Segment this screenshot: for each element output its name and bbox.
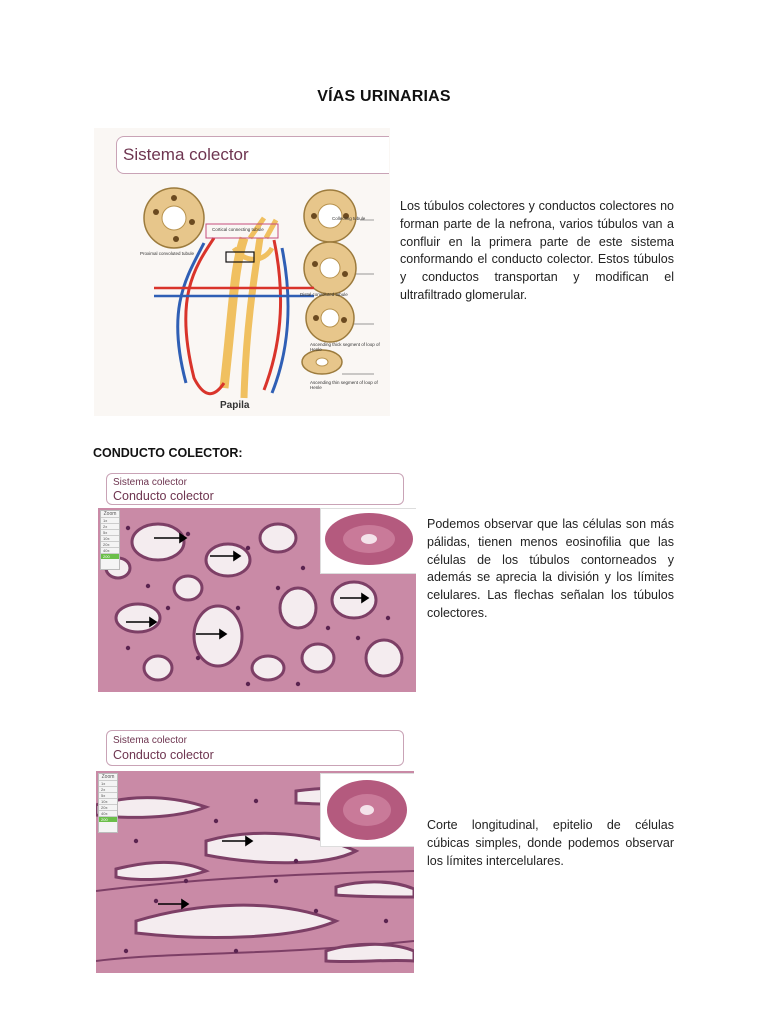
- label-collecting-tubule: Collecting tubule: [332, 216, 366, 221]
- zoom-level[interactable]: 2x: [101, 523, 119, 529]
- tubule-section-thin: [302, 350, 342, 374]
- zoom-label: Zoom: [101, 774, 115, 780]
- tubule-section-thick: [306, 294, 354, 342]
- tubule-section-distal: [304, 242, 356, 294]
- zoom-level[interactable]: 40x: [99, 810, 117, 816]
- zoom-label: Zoom: [103, 511, 117, 517]
- zoom-level[interactable]: 2x: [99, 786, 117, 792]
- panel1-description: Podemos observar que las células son más pálidas, tienen menos eosinofilia que las células de los túbulos contorneados y además se aprecia la división y los límites celulares. Las flechas señalan los túbulos colectores.: [427, 517, 674, 620]
- panel1-header: [106, 473, 404, 505]
- panel1-header-large: Conducto colector: [113, 489, 214, 503]
- zoom-control-1[interactable]: [100, 510, 120, 570]
- panel2-header-large: Conducto colector: [113, 748, 214, 762]
- label-ascending-thick: Ascending thick segment of loop of Henle: [310, 342, 380, 352]
- zoom-level-active[interactable]: 200: [101, 553, 119, 559]
- zoom-level[interactable]: 5x: [99, 792, 117, 798]
- zoom-level[interactable]: 1x: [101, 517, 119, 523]
- tubule-section-proximal: [144, 188, 204, 248]
- zoom-level[interactable]: 5x: [101, 529, 119, 535]
- diagram-header-text: Sistema colector: [123, 145, 249, 164]
- label-papila: Papila: [220, 400, 250, 411]
- zoom-level[interactable]: 20x: [101, 541, 119, 547]
- zoom-level[interactable]: 10x: [99, 798, 117, 804]
- collecting-system-diagram: [94, 128, 390, 416]
- panel2-description: Corte longitudinal, epitelio de células cúbicas simples, donde podemos observar los límites intercelulares.: [427, 818, 674, 868]
- histology-panel-2: [96, 771, 414, 973]
- panel2-header: [106, 730, 404, 766]
- page-title: VÍAS URINARIAS: [317, 88, 451, 105]
- zoom-level[interactable]: 10x: [101, 535, 119, 541]
- zoom-control-2[interactable]: [98, 773, 118, 833]
- zoom-level[interactable]: 40x: [101, 547, 119, 553]
- kidney-thumbnail-2[interactable]: [320, 773, 414, 847]
- zoom-level[interactable]: 1x: [99, 780, 117, 786]
- kidney-thumbnail-1[interactable]: [320, 508, 416, 574]
- label-distal-convoluted-tubule: Distal convoluted tubule: [300, 292, 348, 297]
- label-proximal-convoluted-tubule: Proximal convoluted tubule: [140, 251, 195, 256]
- section-heading: CONDUCTO COLECTOR:: [93, 446, 243, 460]
- histology-panel-1: [98, 508, 416, 692]
- panel1-header-small: Sistema colector: [113, 477, 187, 488]
- label-ascending-thin: Ascending thin segment of loop of Henle: [310, 380, 378, 390]
- panel2-header-small: Sistema colector: [113, 735, 187, 746]
- label-cortical-connecting-tubule: Cortical connecting tubule: [212, 227, 264, 232]
- intro-paragraph: Los túbulos colectores y conductos colectores no forman parte de la nefrona, varios túbulos van a confluir en la primera parte de este sistema conformando el conducto colector. Estos túbulos y conductos transportan y modifican el ultrafiltrado glomerular.: [400, 199, 674, 302]
- nephron-illustration: [94, 128, 390, 416]
- zoom-level[interactable]: 20x: [99, 804, 117, 810]
- zoom-level-active[interactable]: 200: [99, 816, 117, 822]
